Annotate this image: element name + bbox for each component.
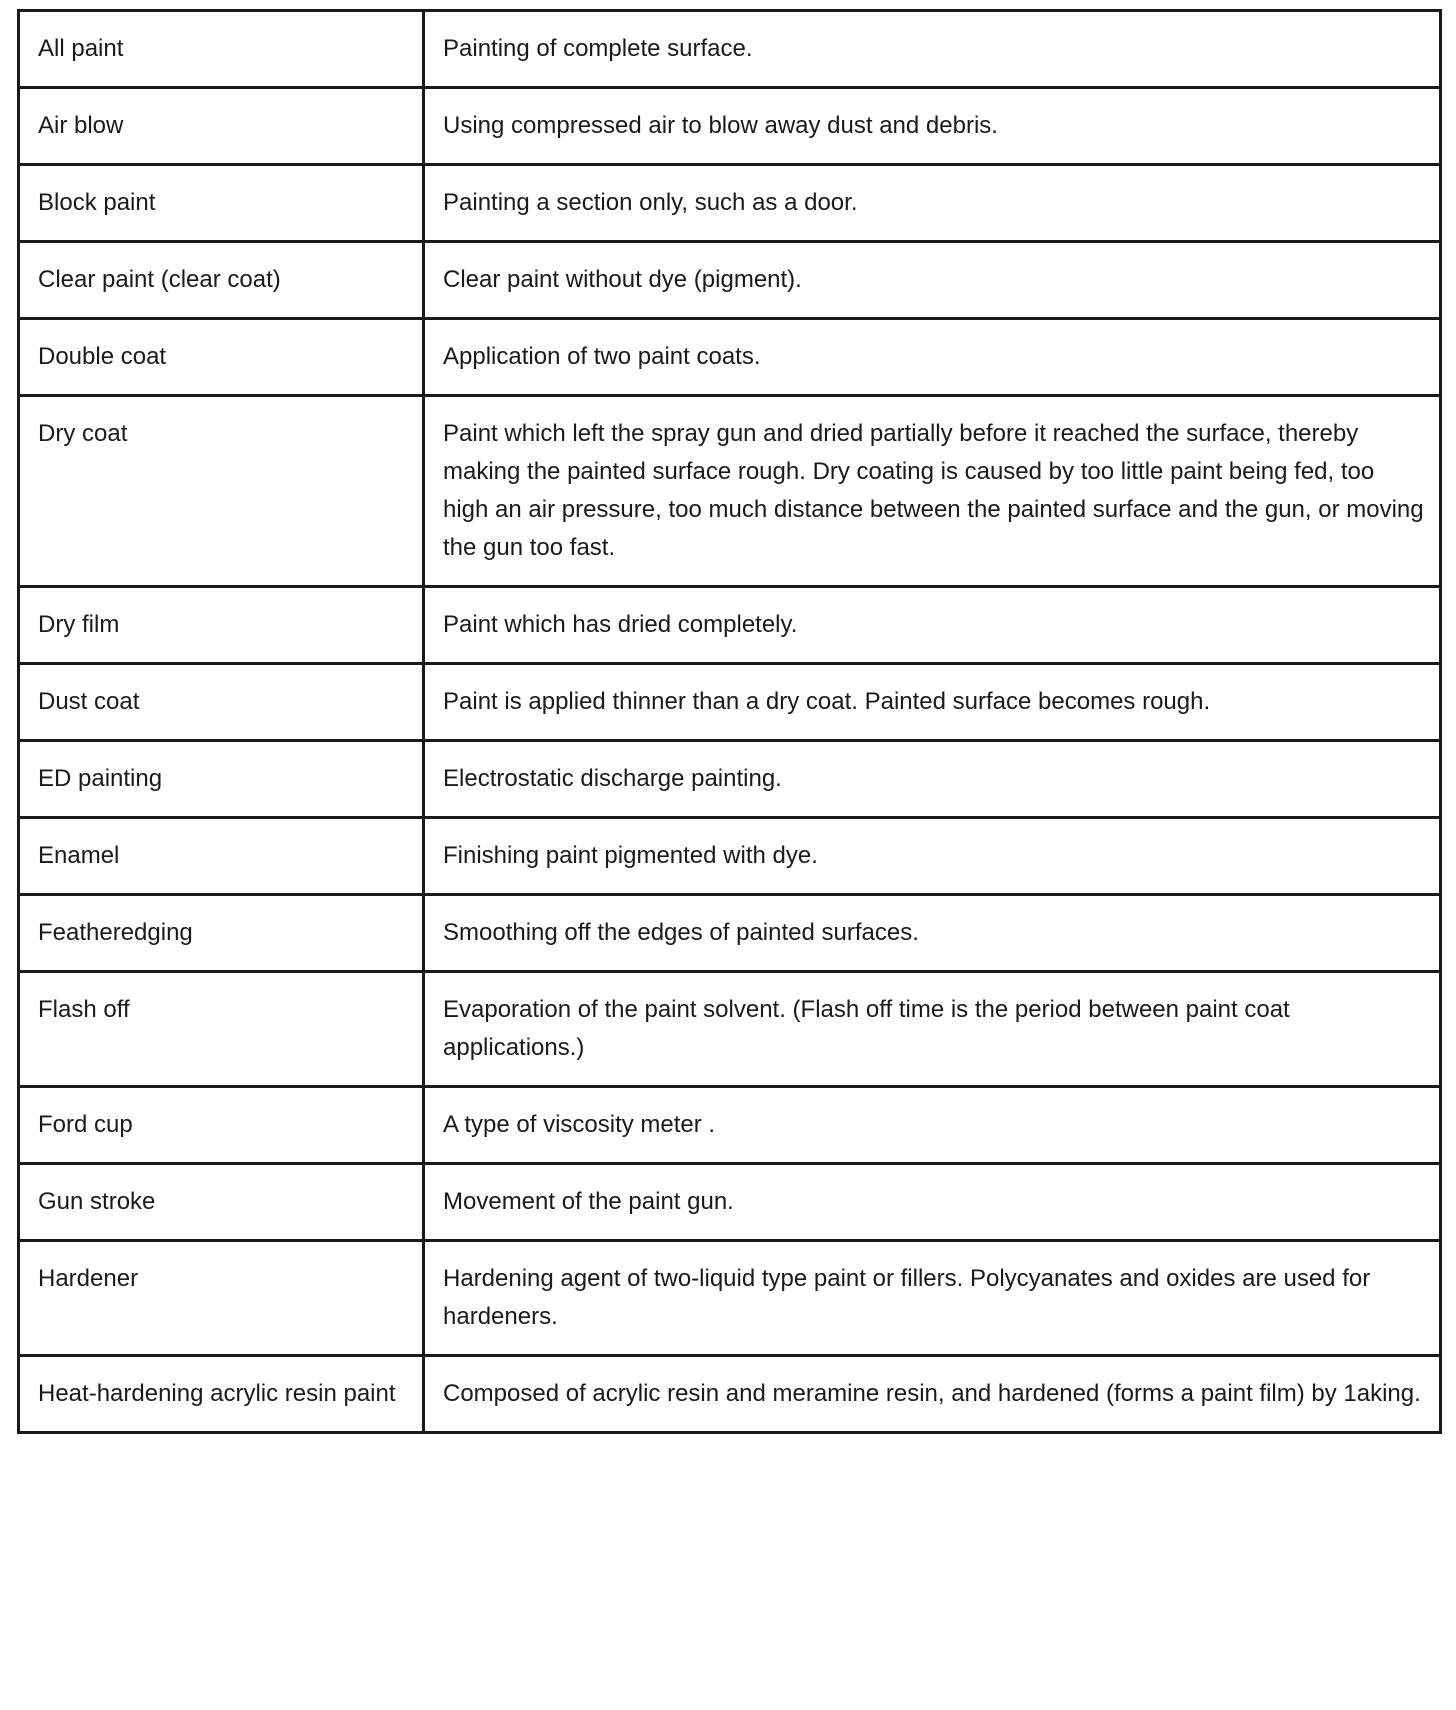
table-row [19,165,1441,242]
definition-cell: Paint which left the spray gun and dried partially before it reached the surface, thereby making the painted surface rough. Dry coating is caused by too little paint being fed, too high an air pressure, too much distance between the painted surface and the gun, or moving the gun too fast. [424,396,1441,587]
table-row [19,11,1441,88]
table-row [19,741,1441,818]
term-cell: Dry coat [19,396,424,587]
definition-cell: Finishing paint pigmented with dye. [424,818,1441,895]
term-cell: Air blow [19,88,424,165]
definition-cell: Smoothing off the edges of painted surfaces. [424,895,1441,972]
term-cell: Heat-hardening acrylic resin paint [19,1356,424,1433]
definition-cell: Electrostatic discharge painting. [424,741,1441,818]
table-row [19,664,1441,741]
table-row [19,587,1441,664]
table-row [19,1356,1441,1433]
glossary-table [17,9,1442,1434]
term-cell: Dust coat [19,664,424,741]
term-cell: Clear paint (clear coat) [19,242,424,319]
term-cell: Featheredging [19,895,424,972]
definition-cell: Clear paint without dye (pigment). [424,242,1441,319]
term-cell: ED painting [19,741,424,818]
term-cell: Ford cup [19,1087,424,1164]
term-cell: Enamel [19,818,424,895]
definition-cell: Painting a section only, such as a door. [424,165,1441,242]
definition-cell: Paint is applied thinner than a dry coat. Painted surface becomes rough. [424,664,1441,741]
definition-cell: Composed of acrylic resin and meramine resin, and hardened (forms a paint film) by 1aking. [424,1356,1441,1433]
table-row [19,1241,1441,1356]
term-cell: Dry film [19,587,424,664]
table-row [19,396,1441,587]
table-row [19,1164,1441,1241]
definition-cell: Movement of the paint gun. [424,1164,1441,1241]
definition-cell: Hardening agent of two-liquid type paint or fillers. Polycyanates and oxides are used for hardeners. [424,1241,1441,1356]
glossary-body [19,11,1441,1433]
definition-cell: Application of two paint coats. [424,319,1441,396]
table-row [19,1087,1441,1164]
definition-cell: Paint which has dried completely. [424,587,1441,664]
term-cell: All paint [19,11,424,88]
table-row [19,242,1441,319]
definition-cell: A type of viscosity meter . [424,1087,1441,1164]
term-cell: Block paint [19,165,424,242]
table-row [19,972,1441,1087]
term-cell: Double coat [19,319,424,396]
term-cell: Flash off [19,972,424,1087]
table-row [19,895,1441,972]
table-row [19,88,1441,165]
definition-cell: Evaporation of the paint solvent. (Flash off time is the period between paint coat applications.) [424,972,1441,1087]
table-row [19,818,1441,895]
term-cell: Gun stroke [19,1164,424,1241]
definition-cell: Painting of complete surface. [424,11,1441,88]
definition-cell: Using compressed air to blow away dust and debris. [424,88,1441,165]
table-row [19,319,1441,396]
term-cell: Hardener [19,1241,424,1356]
